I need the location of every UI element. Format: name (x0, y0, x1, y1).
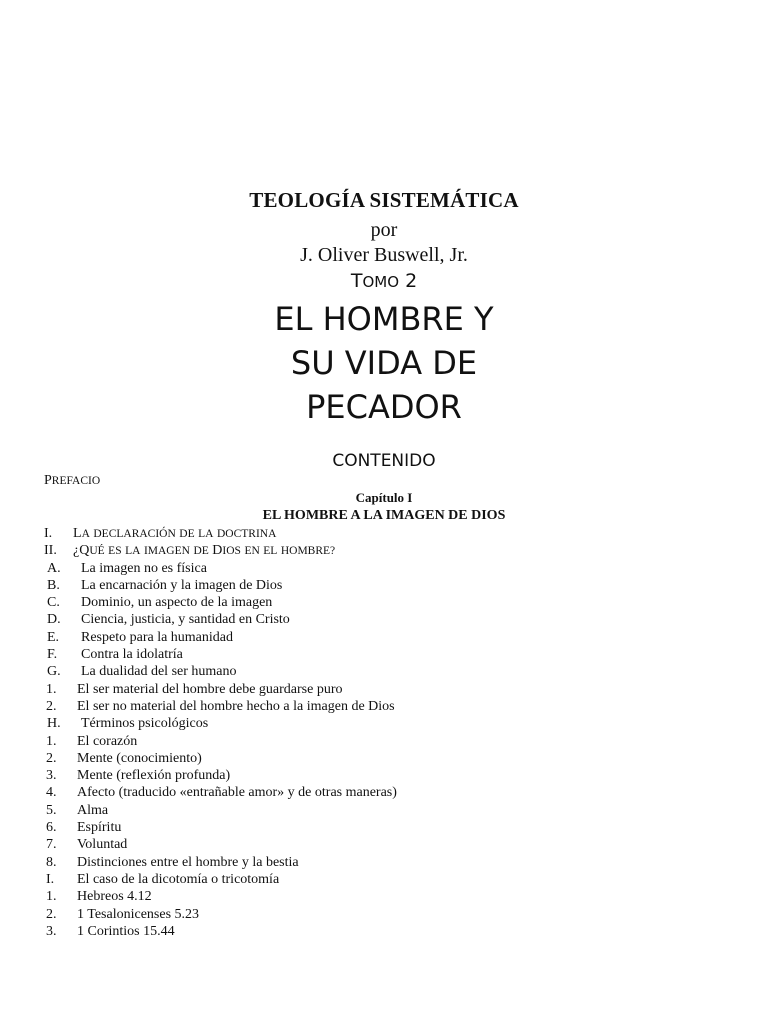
toc-entry-text: ¿QUÉ ES LA IMAGEN DE DIOS EN EL HOMBRE? (73, 543, 336, 559)
toc-entry (0, 526, 768, 543)
toc-entry (0, 630, 768, 647)
book-title-line-3: PECADOR (306, 388, 462, 426)
toc-entry-text: La encarnación y la imagen de Dios (81, 577, 283, 593)
chapter-label: Capítulo I (355, 490, 413, 505)
volume-rest: OMO (362, 273, 400, 291)
toc-entry-number: D. (47, 612, 61, 628)
toc-entry-number: H. (47, 716, 61, 732)
toc-entry (0, 682, 768, 699)
toc-entry-text: Afecto (traducido «entrañable amor» y de otras maneras) (77, 785, 397, 801)
toc-entry (0, 751, 768, 768)
toc-entry-text: El corazón (77, 733, 138, 749)
toc-entry (0, 820, 768, 837)
toc-entry (0, 699, 768, 716)
toc-entry (0, 647, 768, 664)
toc-entry-text: Términos psicológicos (81, 716, 209, 732)
chapter-title: EL HOMBRE A LA IMAGEN DE DIOS (262, 508, 506, 523)
toc-entry (0, 785, 768, 802)
preface-entry (44, 473, 100, 489)
toc-entry (0, 803, 768, 820)
toc-entry-number: 2. (46, 698, 57, 714)
preface-initial: P (44, 473, 52, 488)
toc-entry (0, 907, 768, 924)
toc-entry-text: La dualidad del ser humano (81, 664, 237, 680)
toc-entry-text: El ser no material del hombre hecho a la imagen de Dios (77, 698, 395, 714)
toc-entry-text: Alma (77, 802, 109, 818)
volume-prefix: T (350, 270, 363, 292)
author-name: J. Oliver Buswell, Jr. (300, 244, 468, 266)
toc-entry-text: El ser material del hombre debe guardarse puro (77, 681, 343, 697)
book-title-line-2: SU VIDA DE (290, 344, 478, 382)
toc-entry (0, 889, 768, 906)
table-of-contents (0, 526, 768, 941)
toc-entry-number: I. (46, 871, 55, 887)
toc-entry (0, 872, 768, 889)
toc-entry (0, 543, 768, 560)
toc-entry-text: 1 Corintios 15.44 (77, 923, 175, 939)
toc-entry-text: Hebreos 4.12 (77, 889, 152, 905)
toc-entry-text: El caso de la dicotomía o tricotomía (77, 871, 280, 887)
toc-entry-number: 2. (46, 906, 57, 922)
toc-entry-text: Mente (reflexión profunda) (77, 768, 231, 784)
toc-entry-text: Voluntad (77, 837, 128, 853)
toc-entry-number: 8. (46, 854, 57, 870)
toc-entry-number: 6. (46, 820, 57, 836)
toc-entry-number: 7. (46, 837, 57, 853)
toc-entry-number: 1. (46, 889, 57, 905)
book-title-line-1: EL HOMBRE Y (274, 300, 494, 338)
toc-entry-text: Ciencia, justicia, y santidad en Cristo (81, 612, 290, 628)
toc-entry-number: 1. (46, 681, 57, 697)
toc-entry-text: Contra la idolatría (81, 647, 183, 663)
toc-entry (0, 924, 768, 941)
by-label: por (370, 219, 398, 241)
toc-entry-text: Distinciones entre el hombre y la bestia (77, 854, 299, 870)
toc-entry-number: G. (47, 664, 61, 680)
toc-entry (0, 855, 768, 872)
toc-entry-number: F. (47, 647, 58, 663)
toc-entry-number: 4. (46, 785, 57, 801)
toc-entry (0, 768, 768, 785)
toc-entry (0, 612, 768, 629)
toc-entry-number: C. (47, 595, 60, 611)
toc-entry (0, 837, 768, 854)
toc-entry-number: 2. (46, 750, 57, 766)
toc-entry-number: 5. (46, 802, 57, 818)
toc-entry-text: La imagen no es física (81, 560, 207, 576)
toc-entry-text: Dominio, un aspecto de la imagen (81, 595, 273, 611)
contents-heading: CONTENIDO (332, 451, 436, 471)
toc-entry-number: I. (44, 526, 53, 541)
toc-entry-number: 3. (46, 768, 57, 784)
toc-entry-number: 3. (46, 923, 57, 939)
toc-entry (0, 561, 768, 578)
toc-entry-number: E. (47, 629, 60, 645)
toc-entry (0, 716, 768, 733)
toc-entry-text: 1 Tesalonicenses 5.23 (77, 906, 200, 922)
toc-entry-number: A. (47, 560, 61, 576)
volume-number: 2 (405, 270, 418, 292)
toc-entry-number: II. (44, 543, 57, 559)
toc-entry-text: Espíritu (77, 820, 122, 836)
toc-entry (0, 595, 768, 612)
toc-entry-text: Respeto para la humanidad (81, 629, 234, 645)
toc-entry-text: LA DECLARACIÓN DE LA DOCTRINA (73, 526, 277, 541)
series-title: TEOLOGÍA SISTEMÁTICA (249, 188, 519, 212)
toc-entry (0, 578, 768, 595)
toc-entry (0, 734, 768, 751)
toc-entry-number: 1. (46, 733, 57, 749)
toc-entry-text: Mente (conocimiento) (77, 750, 202, 766)
volume-label (0, 270, 768, 292)
toc-entry-number: B. (47, 577, 60, 593)
toc-entry (0, 664, 768, 681)
preface-rest: REFACIO (51, 475, 101, 487)
